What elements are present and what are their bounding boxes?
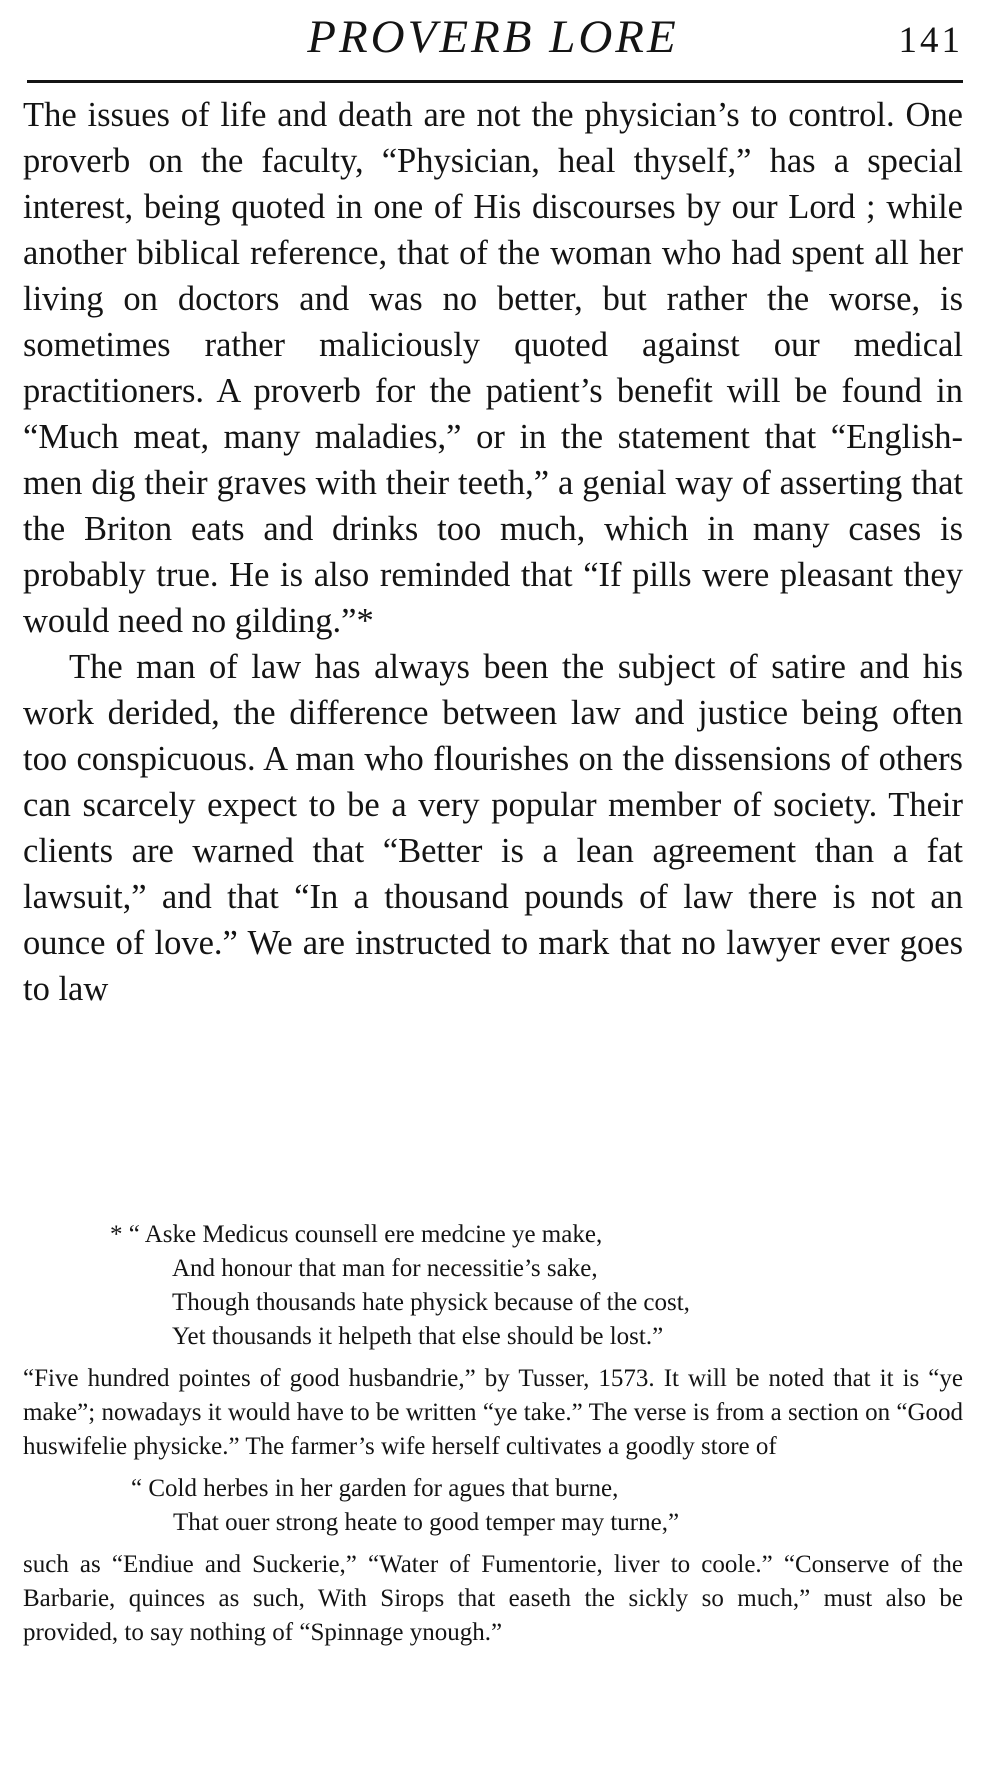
verse-line: * “ Aske Medicus counsell ere medcine ye make, bbox=[110, 1221, 603, 1248]
page-header bbox=[23, 0, 963, 80]
main-text bbox=[23, 92, 963, 1012]
book-page bbox=[23, 0, 963, 1776]
running-title: PROVERB LORE bbox=[307, 11, 679, 63]
page-number: 141 bbox=[898, 20, 963, 61]
footnote-paragraph-2: such as “Endiue and Suckerie,” “Water of Fumentorie, liver to coole.” “Conserve of the Barbarie, quinces as such, With Sirops that easeth the sickly so much,” must also be provided, to say nothing of “Spinnage ynough.” bbox=[23, 1551, 963, 1646]
body-paragraph-1: The issues of life and death are not the physician’s to control. One proverb on the faculty, “Physician, heal thyself,” has a special interest, being quoted in one of His discourses by our Lord ; while another biblical reference, that of the woman who had spent all her living on doctors and was no better, but rather the worse, is sometimes rather maliciously quoted against our medical practitioners. A proverb for the patient’s benefit will be found in “Much meat, many maladies,” or in the statement that “English-men dig their graves with their teeth,” a genial way of asserting that the Briton eats and drinks too much, which in many cases is probably true. He is also reminded that “If pills were pleasant they would need no gilding.”* bbox=[23, 96, 963, 640]
verse-line: And honour that man for necessitie’s sake, bbox=[172, 1255, 598, 1282]
header-rule bbox=[27, 80, 963, 83]
verse-line: That ouer strong heate to good temper may turne,” bbox=[173, 1509, 680, 1536]
verse-line: Though thousands hate physick because of the cost, bbox=[172, 1289, 690, 1316]
verse-line: Yet thousands it helpeth that else should be lost.” bbox=[172, 1323, 664, 1350]
verse-line: “ Cold herbes in her garden for agues that burne, bbox=[131, 1475, 619, 1502]
footnote bbox=[23, 1218, 963, 1650]
footnote-verse-2 bbox=[23, 1472, 963, 1540]
footnote-paragraph-1: “Five hundred pointes of good husbandrie,” by Tusser, 1573. It will be noted that it is “ye make”; nowadays it would have to be written “ye take.” The verse is from a section on “Good huswifelie physicke.” The farmer’s wife herself cultivates a goodly store of bbox=[23, 1365, 963, 1460]
footnote-verse-1 bbox=[23, 1218, 963, 1354]
body-paragraph-2: The man of law has always been the subject of satire and his work derided, the difference between law and justice being often too conspicuous. A man who flourishes on the dissensions of others can scarcely expect to be a very popular member of society. Their clients are warned that “Better is a lean agreement than a fat lawsuit,” and that “In a thousand pounds of law there is not an ounce of love.” We are instructed to mark that no lawyer ever goes to law bbox=[23, 648, 963, 1008]
